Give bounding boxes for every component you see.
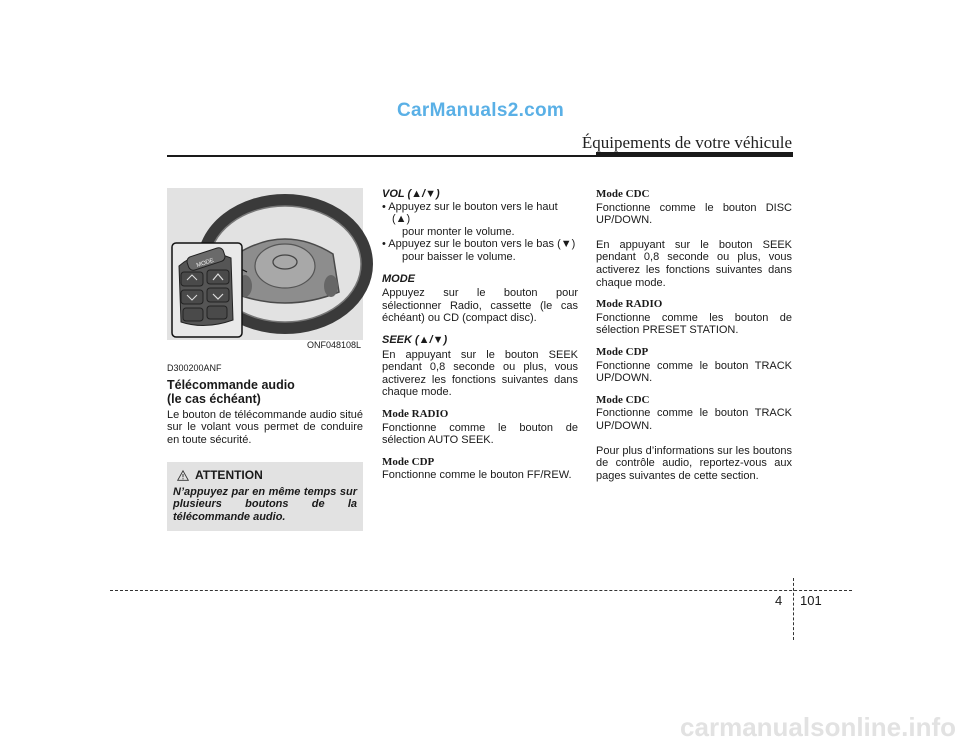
watermark-bottom: carmanualsonline.info xyxy=(680,712,956,742)
radio-text: Fonctionne comme le bouton de sélection AUTO SEEK. xyxy=(382,421,578,447)
footer-divider xyxy=(793,578,794,640)
radio-heading: Mode RADIO xyxy=(382,407,449,420)
vol-down-item xyxy=(382,238,578,263)
steering-wheel-illustration xyxy=(167,188,363,340)
mode-text: Appuyez sur le bouton pour sélectionner Radio, cassette (le cas échéant) ou CD (compact disc). xyxy=(382,287,578,325)
seek2-text: En appuyant sur le bouton SEEK pendant 0,8 seconde ou plus, vous activerez les fonctions suivantes dans chaque mode. xyxy=(596,238,792,289)
mode-label: MODE xyxy=(195,257,215,270)
seek-text: En appuyant sur le bouton SEEK pendant 0,8 seconde ou plus, vous activerez les fonctions suivantes dans chaque mode. xyxy=(382,348,578,399)
cdc-text: Fonctionne comme le bouton DISC UP/DOWN. xyxy=(596,201,792,227)
attention-header xyxy=(177,469,357,482)
page-number: 101 xyxy=(800,593,822,608)
vol-heading: VOL (▲/▼) xyxy=(382,188,440,200)
seek-heading: SEEK (▲/▼) xyxy=(382,333,448,346)
attention-box xyxy=(167,462,363,531)
vol-up-cont: pour monter le volume. xyxy=(402,225,515,238)
vol-up-text: • Appuyez sur le bouton vers le haut (▲) xyxy=(382,200,558,226)
attention-body: N’appuyez par en même temps sur plusieurs boutons de la télécommande audio. xyxy=(173,485,357,523)
warning-icon xyxy=(177,470,189,481)
section-title: Équipements de votre véhicule xyxy=(581,133,792,152)
chapter-number: 4 xyxy=(775,593,783,608)
column-1 xyxy=(167,188,363,531)
footer-rule xyxy=(110,590,852,591)
cdp-heading: Mode CDP xyxy=(382,455,435,468)
section-code: D300200ANF xyxy=(167,363,222,373)
cdc2-heading: Mode CDC xyxy=(596,393,650,406)
cdp2-text: Fonctionne comme le bouton TRACK UP/DOWN. xyxy=(596,359,792,385)
cdc2-text: Fonctionne comme le bouton TRACK UP/DOWN. xyxy=(596,407,792,432)
remote-title-line2: (le cas échéant) xyxy=(167,391,261,406)
vol-down-text: • Appuyez sur le bouton vers le bas (▼) xyxy=(382,238,576,251)
cdc-heading: Mode CDC xyxy=(596,188,650,200)
title-rule-accent xyxy=(596,152,793,157)
cdp2-heading: Mode CDP xyxy=(596,345,649,358)
column-2 xyxy=(382,188,578,482)
radio2-heading: Mode RADIO xyxy=(596,298,663,311)
vol-up-item xyxy=(382,201,578,239)
watermark-top: CarManuals2.com xyxy=(397,100,565,121)
more-info-text: Pour plus d’informations sur les boutons de contrôle audio, reportez-vous aux pages suivantes de cette section. xyxy=(596,444,792,482)
figure-code: ONF048108L xyxy=(306,340,361,351)
mode-heading: MODE xyxy=(382,272,415,285)
radio2-text: Fonctionne comme les bouton de sélection PRESET STATION. xyxy=(596,311,792,337)
attention-title: ATTENTION xyxy=(195,468,263,483)
steering-wheel-figure xyxy=(167,188,363,351)
column-3 xyxy=(596,188,792,482)
remote-title-line1: Télécommande audio xyxy=(167,377,295,392)
vol-down-cont: pour baisser le volume. xyxy=(402,250,516,263)
remote-intro: Le bouton de télécommande audio situé sur le volant vous permet de conduire en toute sécurité. xyxy=(167,408,363,446)
cdp-text: Fonctionne comme le bouton FF/REW. xyxy=(382,469,572,482)
